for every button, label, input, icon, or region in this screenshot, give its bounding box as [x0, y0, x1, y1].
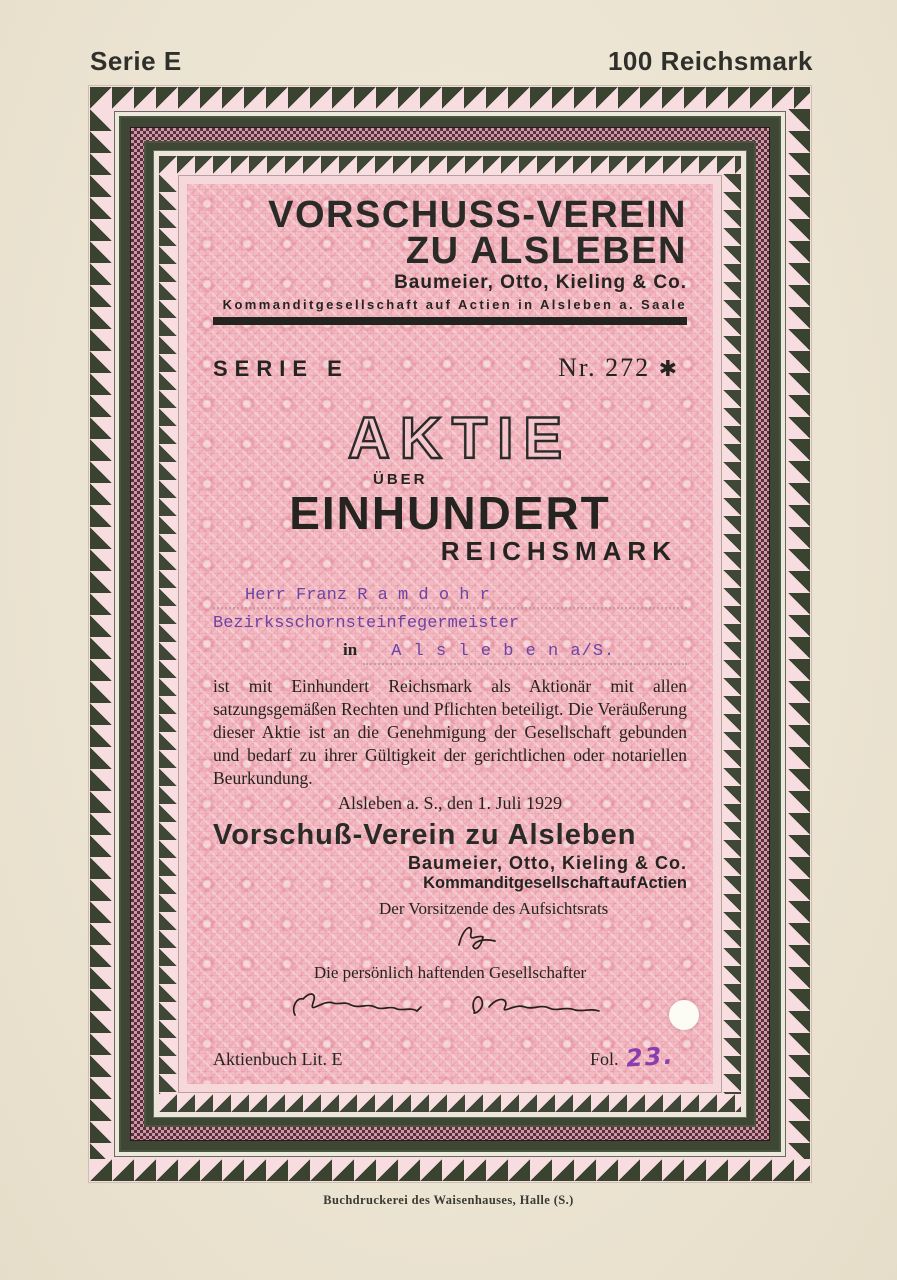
border-thin-line-outer: [114, 111, 786, 1157]
issuer-name: Vorschuß-Verein zu Alsleben: [213, 818, 637, 851]
certificate-number: [558, 353, 687, 383]
printer-imprint: Buchdruckerei des Waisenhauses, Halle (S.): [323, 1193, 574, 1207]
border-inner-sawtooth-band: [158, 155, 742, 1113]
serial-row: [213, 353, 687, 383]
hole-punch: [669, 1000, 699, 1030]
partners-signature-label: Die persönlich haftenden Gesellschafter: [313, 962, 587, 982]
holder-name: Herr Franz R a m d o h r: [213, 586, 687, 609]
partner-signature-2-icon: [463, 985, 613, 1025]
chairman-label: Der Vorsitzende des Aufsichtsrats: [379, 898, 609, 918]
folio-group: [589, 1040, 687, 1073]
border-maroon-ornament-band: [130, 127, 770, 1141]
body-paragraph: ist mit Einhundert Reichsmark als Aktionär mit allen satzungsgemäßen Rechten und Pflichten beteiligt. Die Veräußerung dieser Aktie ist an die Genehmigung der Gesellschaft gebunden und bedarf zu ihrer Gültigkeit der gerichtlichen oder notariellen Beurkundung.: [213, 675, 687, 788]
sheet-header: [90, 46, 813, 77]
ornamental-border: [88, 85, 812, 1183]
doc-type-line: [213, 406, 687, 472]
registry-row: [213, 1040, 687, 1073]
sawtooth-top-icon: [90, 87, 810, 109]
denomination-top: 100 Reichsmark: [607, 46, 813, 76]
folio-number-handwritten: 23.: [625, 1040, 676, 1073]
holder-block: [213, 586, 687, 665]
certificate-number-text: Nr. 272: [558, 353, 651, 383]
over-label: ÜBER: [373, 470, 428, 488]
inner-sawtooth-right-icon: [723, 174, 741, 1094]
inner-sawtooth-left-icon: [159, 174, 177, 1094]
issuer-partners: Baumeier, Otto, Kieling & Co.: [407, 852, 687, 873]
holder-city-row: [213, 640, 687, 665]
inner-sawtooth-top-icon: [159, 156, 741, 174]
folio-label: Fol.: [589, 1048, 619, 1069]
chairman-signature: [451, 919, 687, 955]
company-title-line2: ZU ALSLEBEN: [405, 229, 687, 272]
company-partners: Baumeier, Otto, Kieling & Co.: [394, 272, 687, 294]
partner-signature-1-icon: [287, 985, 437, 1025]
inner-sawtooth-bottom-icon: [159, 1094, 741, 1112]
sawtooth-left-icon: [90, 109, 112, 1159]
sawtooth-bottom-icon: [90, 1159, 810, 1181]
share-register-label: Aktienbuch Lit. E: [213, 1048, 343, 1069]
in-label: in: [343, 639, 358, 659]
star-icon: ✱: [658, 356, 679, 382]
holder-profession: Bezirksschornsteinfegermeister: [213, 613, 520, 633]
border-green-band-outer: [119, 116, 781, 1152]
series-label: SERIE E: [213, 356, 349, 382]
partner-signatures: [213, 985, 687, 1025]
sawtooth-right-icon: [788, 109, 810, 1159]
border-thin-line-inner: [153, 150, 747, 1118]
company-title-line1: VORSCHUSS-VEREIN: [268, 194, 687, 236]
border-green-band-inner: [144, 141, 756, 1127]
company-header: [213, 194, 687, 325]
currency-label: REICHSMARK: [440, 535, 677, 566]
heading-rule: [213, 317, 687, 325]
border-pink-margin: [178, 175, 722, 1093]
company-legal-form: Kommanditgesellschaft auf Actien in Alsleben a. Saale: [222, 297, 687, 313]
chairman-signature-icon: [451, 919, 531, 955]
border-outer-sawtooth-band: [88, 85, 812, 1183]
dateline: Alsleben a. S., den 1. Juli 1929: [338, 792, 562, 813]
issuer-legal-form: Kommanditgesellschaft auf Actien: [423, 873, 687, 892]
doc-type-title: AKTIE: [348, 406, 572, 472]
amount-words: EINHUNDERT: [289, 486, 611, 539]
series-label-top: Serie E: [90, 46, 182, 76]
certificate-field: [187, 184, 713, 1084]
holder-city: A l s l e b e n a/S.: [363, 642, 687, 665]
